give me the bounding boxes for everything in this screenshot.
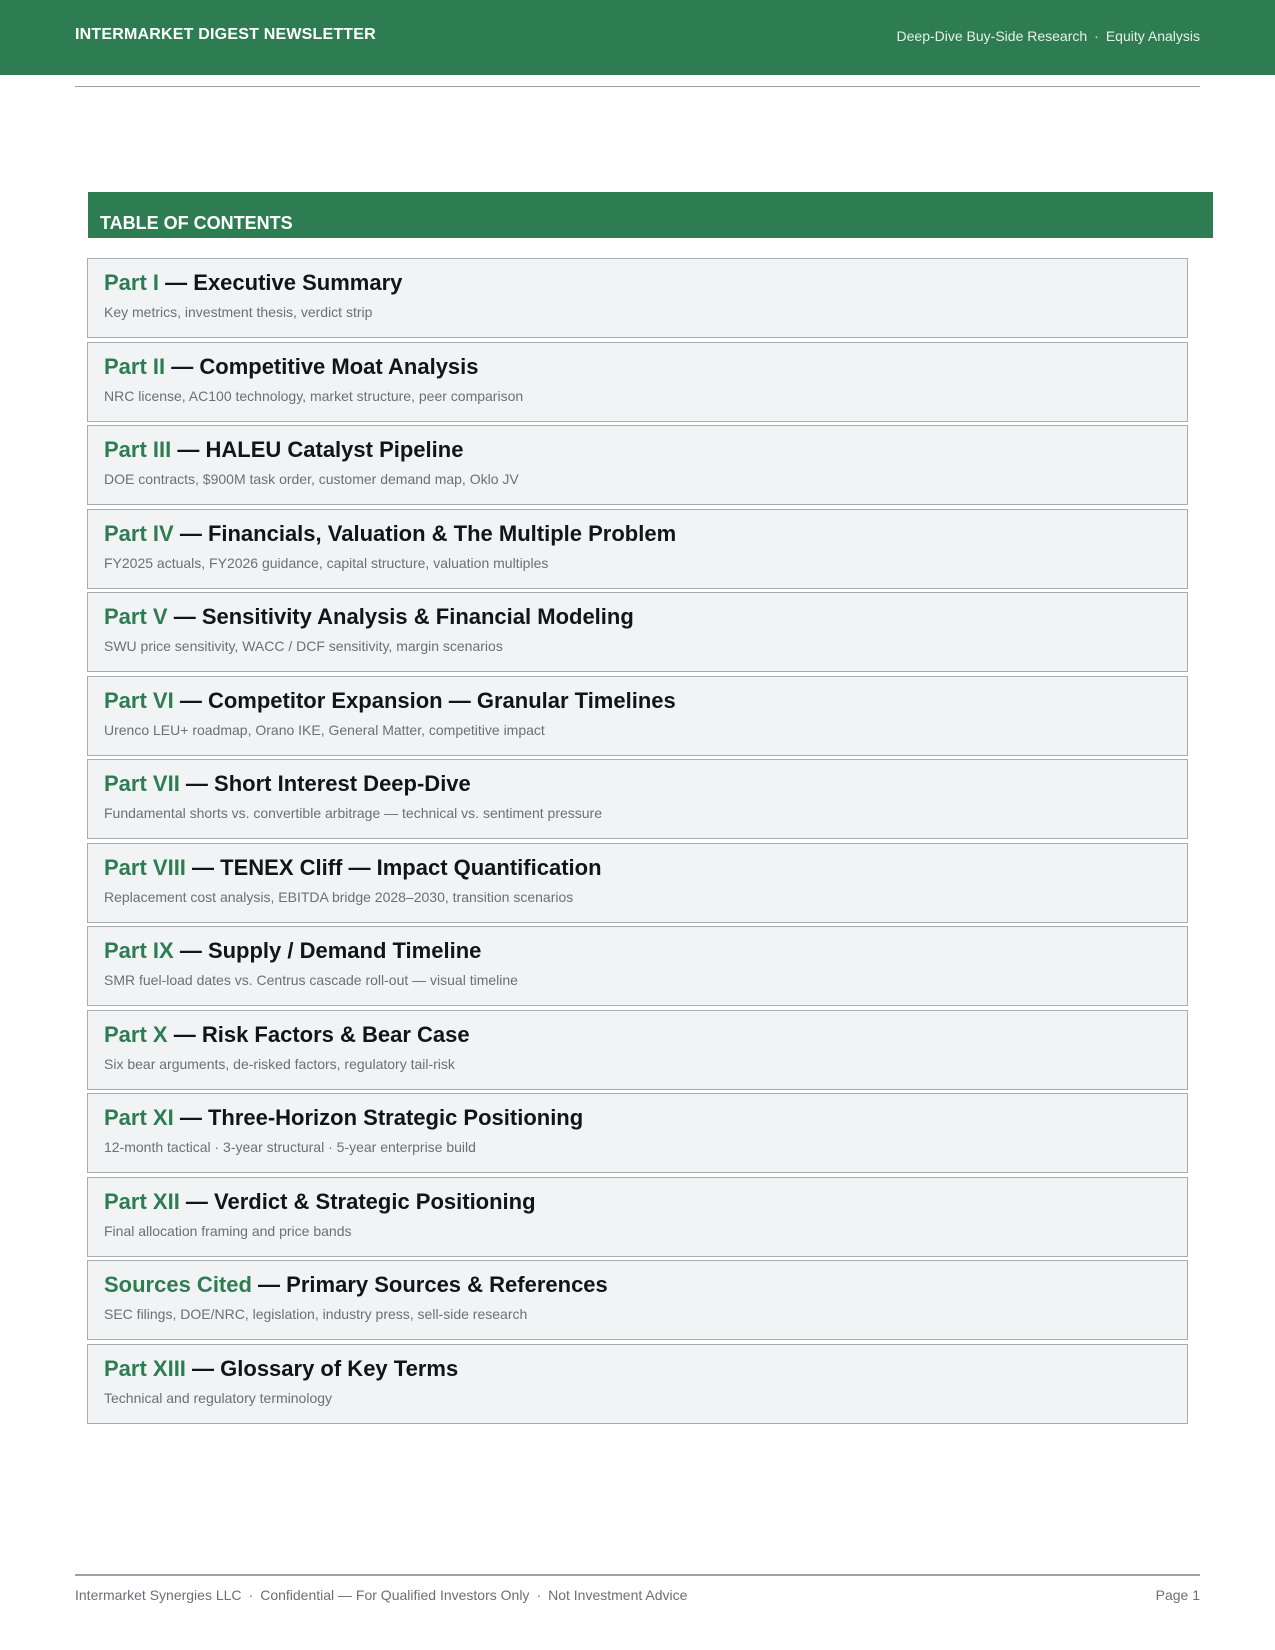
footer-disclaimer — [75, 1587, 687, 1603]
toc-item-title — [104, 520, 1171, 548]
toc-item[interactable] — [87, 1260, 1188, 1340]
toc-item-description: Fundamental shorts vs. convertible arbitrage — technical vs. sentiment pressure — [104, 805, 603, 821]
toc-item-dash: — — [167, 1021, 202, 1047]
toc-item-description: SEC filings, DOE/NRC, legislation, industry press, sell-side research — [104, 1306, 528, 1322]
toc-item-section-name: Short Interest Deep-Dive — [214, 771, 471, 796]
toc-item-part-label: Part V — [104, 604, 168, 629]
toc-item-part-label: Part II — [104, 353, 166, 379]
footer-confidential: Confidential — For Qualified Investors Only — [260, 1587, 530, 1603]
toc-item-title — [104, 937, 1171, 965]
tagline-equity: Equity Analysis — [1105, 28, 1200, 44]
toc-item-section-name: Primary Sources & References — [286, 1272, 608, 1297]
toc-item[interactable] — [87, 759, 1188, 839]
toc-item-part-label: Part III — [104, 437, 172, 462]
toc-item-description: SMR fuel-load dates vs. Centrus cascade roll-out — visual timeline — [104, 972, 518, 988]
toc-item-section-name: Glossary of Key Terms — [220, 1355, 459, 1381]
toc-heading-bar — [88, 192, 1213, 238]
toc-item[interactable] — [87, 258, 1188, 338]
toc-item-part-label: Part IV — [104, 520, 174, 546]
toc-item[interactable] — [87, 1344, 1188, 1424]
toc-item-dash: — — [179, 1188, 215, 1214]
toc-item-part-label: Part X — [104, 1021, 168, 1047]
toc-item-title — [104, 436, 1171, 464]
toc-item-dash: — — [251, 1272, 287, 1297]
toc-item-part-label: Part I — [104, 270, 160, 295]
toc-item-title — [104, 1021, 1171, 1049]
toc-item-part-label: Part VII — [104, 771, 180, 796]
tagline-research: Deep-Dive Buy-Side Research — [896, 28, 1088, 44]
toc-item-description: Urenco LEU+ roadmap, Orano IKE, General Matter, competitive impact — [104, 721, 545, 738]
toc-item-section-name: Supply / Demand Timeline — [207, 938, 482, 963]
toc-heading: TABLE OF CONTENTS — [100, 213, 293, 233]
header-divider — [75, 86, 1200, 87]
toc-item-section-name: Three-Horizon Strategic Positioning — [207, 1105, 584, 1130]
toc-item-description: Technical and regulatory terminology — [104, 1389, 333, 1406]
toc-item-part-label: Part XIII — [104, 1355, 186, 1381]
toc-item-section-name: Financials, Valuation & The Multiple Problem — [207, 520, 677, 546]
toc-item-part-label: Part IX — [104, 938, 174, 963]
footer-not-advice: Not Investment Advice — [548, 1587, 688, 1603]
toc-item-section-name: Executive Summary — [193, 270, 403, 295]
footer-divider — [75, 1574, 1200, 1576]
toc-item-dash: — — [185, 854, 221, 880]
toc-item[interactable] — [87, 342, 1188, 422]
toc-item[interactable] — [87, 592, 1188, 672]
footer-separator: · — [248, 1587, 254, 1603]
toc-item-part-label: Part XI — [104, 1105, 174, 1130]
toc-item-description: FY2025 actuals, FY2026 guidance, capital structure, valuation multiples — [104, 554, 549, 571]
toc-item[interactable] — [87, 509, 1188, 589]
toc-item-title — [104, 1271, 1171, 1299]
toc-item[interactable] — [87, 676, 1188, 756]
newsletter-brand: INTERMARKET DIGEST NEWSLETTER — [75, 26, 376, 43]
toc-item-section-name: TENEX Cliff — Impact Quantification — [220, 854, 602, 880]
toc-item-dash: — — [165, 353, 200, 379]
toc-item-section-name: Sensitivity Analysis & Financial Modeling — [201, 604, 634, 629]
toc-item-description: Replacement cost analysis, EBITDA bridge 2028–2030, transition scenarios — [104, 888, 574, 905]
toc-item[interactable] — [87, 843, 1188, 923]
toc-item-description: Final allocation framing and price bands — [104, 1222, 352, 1239]
toc-item-dash: — — [159, 270, 194, 295]
toc-item-title — [104, 770, 1171, 798]
toc-item-section-name: HALEU Catalyst Pipeline — [205, 437, 464, 462]
page-number: Page 1 — [1155, 1587, 1200, 1603]
toc-item-part-label: Part XII — [104, 1188, 180, 1214]
toc-item-dash: — — [185, 1355, 221, 1381]
toc-item-part-label: Part VI — [104, 687, 174, 713]
toc-item-section-name: Competitive Moat Analysis — [199, 353, 479, 379]
toc-item-title — [104, 1188, 1171, 1216]
toc-item-dash: — — [173, 520, 208, 546]
toc-item[interactable] — [87, 926, 1188, 1006]
toc-item-title — [104, 1355, 1171, 1383]
toc-item-description: SWU price sensitivity, WACC / DCF sensitivity, margin scenarios — [104, 638, 503, 654]
header-tagline — [897, 28, 1200, 44]
toc-item-title — [104, 687, 1171, 715]
toc-item-section-name: Risk Factors & Bear Case — [201, 1021, 470, 1047]
toc-item[interactable] — [87, 1093, 1188, 1173]
toc-item[interactable] — [87, 1010, 1188, 1090]
toc-item-title — [104, 603, 1171, 631]
toc-item-dash: — — [179, 771, 215, 796]
toc-item-title — [104, 1104, 1171, 1132]
toc-item-description: 12-month tactical · 3-year structural · 5-year enterprise build — [104, 1139, 476, 1155]
toc-item-description: NRC license, AC100 technology, market structure, peer comparison — [104, 387, 524, 404]
top-banner — [0, 0, 1275, 75]
toc-item-title — [104, 854, 1171, 882]
toc-item-dash: — — [173, 938, 208, 963]
toc-item-section-name: Competitor Expansion — Granular Timelines — [207, 687, 676, 713]
toc-item-dash: — — [171, 437, 206, 462]
toc-item-part-label: Part VIII — [104, 854, 186, 880]
toc-item-description: Key metrics, investment thesis, verdict strip — [104, 304, 373, 320]
footer-separator: · — [536, 1587, 542, 1603]
toc-item-dash: — — [173, 687, 208, 713]
toc-item-title — [104, 269, 1171, 297]
toc-item[interactable] — [87, 1177, 1188, 1257]
tagline-separator: · — [1094, 28, 1099, 44]
toc-item-title — [104, 353, 1171, 381]
toc-item-dash: — — [173, 1105, 208, 1130]
toc-list — [87, 258, 1188, 1427]
toc-item-description: Six bear arguments, de-risked factors, regulatory tail-risk — [104, 1055, 455, 1072]
toc-item-dash: — — [167, 604, 202, 629]
toc-item-section-name: Verdict & Strategic Positioning — [214, 1188, 536, 1214]
footer-company: Intermarket Synergies LLC — [75, 1587, 242, 1603]
toc-item[interactable] — [87, 425, 1188, 505]
toc-item-description: DOE contracts, $900M task order, customer demand map, Oklo JV — [104, 471, 519, 487]
toc-item-part-label: Sources Cited — [104, 1272, 252, 1297]
